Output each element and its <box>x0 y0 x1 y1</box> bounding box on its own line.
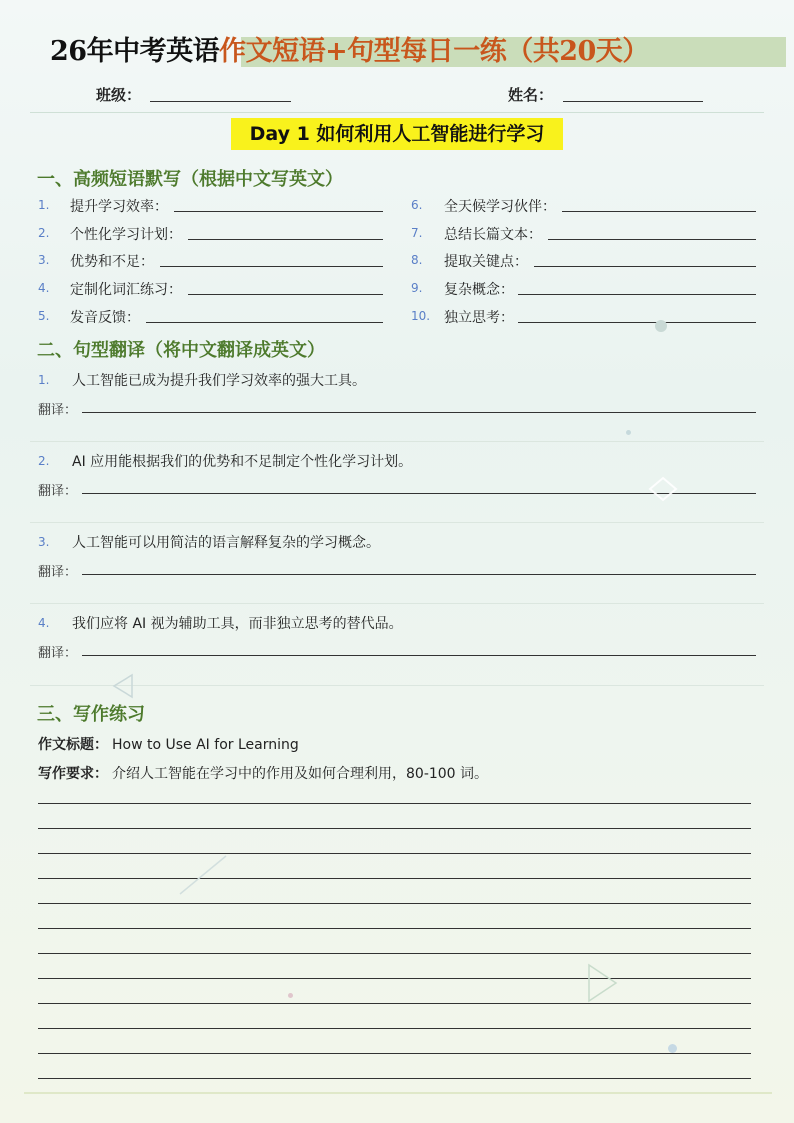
writing-line[interactable] <box>38 853 751 854</box>
phrase-prompt: 发音反馈： <box>70 310 140 326</box>
phrase-prompt: 复杂概念： <box>444 282 514 298</box>
writing-line[interactable] <box>38 828 751 829</box>
section1-heading: 一、高频短语默写（根据中文写英文） <box>37 169 343 190</box>
phrase-answer-line[interactable] <box>518 294 756 295</box>
dot-decoration <box>655 320 667 332</box>
phrase-number: 2. <box>38 226 50 240</box>
title-block <box>46 35 740 69</box>
phrase-prompt: 总结长篇文本： <box>444 227 542 243</box>
phrase-number: 10. <box>411 309 431 323</box>
section2-heading: 二、句型翻译（将中文翻译成英文） <box>37 340 325 361</box>
requirement-label: 写作要求： <box>38 766 108 782</box>
triangle-decoration <box>112 673 136 699</box>
writing-line[interactable] <box>38 1053 751 1054</box>
phrase-answer-line[interactable] <box>548 239 756 240</box>
day-title-box <box>231 118 563 150</box>
translate-label: 翻译： <box>38 565 78 580</box>
phrase-answer-line[interactable] <box>174 211 383 212</box>
row-divider <box>30 522 764 523</box>
phrase-answer-line[interactable] <box>518 322 756 323</box>
phrase-answer-line[interactable] <box>534 266 756 267</box>
slash-decoration <box>178 854 228 896</box>
writing-line[interactable] <box>38 953 751 954</box>
writing-line[interactable] <box>38 1078 751 1079</box>
sentence-number: 1. <box>38 373 50 387</box>
writing-line[interactable] <box>38 928 751 929</box>
phrase-prompt: 定制化词汇练习： <box>70 282 182 298</box>
translation-line[interactable] <box>82 412 756 413</box>
topic-label: 作文标题： <box>38 737 108 753</box>
page-title <box>50 35 649 69</box>
phrase-prompt: 独立思考： <box>444 310 514 326</box>
translate-label: 翻译： <box>38 646 78 661</box>
sentence-prompt: AI 应用能根据我们的优势和不足制定个性化学习计划。 <box>72 454 413 470</box>
phrase-answer-line[interactable] <box>188 294 383 295</box>
writing-line[interactable] <box>38 1028 751 1029</box>
header-divider <box>30 112 764 113</box>
row-divider <box>30 685 764 686</box>
row-divider <box>30 603 764 604</box>
writing-line[interactable] <box>38 1003 751 1004</box>
sentence-number: 3. <box>38 535 50 549</box>
sentence-number: 4. <box>38 616 50 630</box>
writing-line[interactable] <box>38 878 751 879</box>
sentence-prompt: 人工智能已成为提升我们学习效率的强大工具。 <box>72 373 366 389</box>
sentence-prompt: 人工智能可以用简洁的语言解释复杂的学习概念。 <box>72 535 380 551</box>
requirement-row <box>38 763 488 783</box>
phrase-prompt: 提升学习效率： <box>70 199 168 215</box>
title-part-black: 26年中考英语 <box>50 36 220 67</box>
dot-decoration <box>288 993 293 998</box>
dot-decoration <box>668 1044 677 1053</box>
writing-line[interactable] <box>38 903 751 904</box>
phrase-answer-line[interactable] <box>146 322 383 323</box>
class-field[interactable] <box>150 101 291 102</box>
row-divider <box>30 441 764 442</box>
translate-label: 翻译： <box>38 403 78 418</box>
phrase-number: 3. <box>38 253 50 267</box>
phrase-prompt: 全天候学习伙伴： <box>444 199 556 215</box>
phrase-number: 4. <box>38 281 50 295</box>
phrase-prompt: 优势和不足： <box>70 254 154 270</box>
topic-row <box>38 734 299 754</box>
translation-line[interactable] <box>82 655 756 656</box>
name-label: 姓名： <box>508 86 554 104</box>
sentence-prompt: 我们应将 AI 视为辅助工具，而非独立思考的替代品。 <box>72 616 403 632</box>
phrase-prompt: 个性化学习计划： <box>70 227 182 243</box>
writing-line[interactable] <box>38 978 751 979</box>
translation-line[interactable] <box>82 574 756 575</box>
translate-label: 翻译： <box>38 484 78 499</box>
phrase-answer-line[interactable] <box>160 266 383 267</box>
phrase-answer-line[interactable] <box>188 239 383 240</box>
phrase-number: 7. <box>411 226 423 240</box>
phrase-number: 9. <box>411 281 423 295</box>
phrase-number: 6. <box>411 198 423 212</box>
title-part-orange: 作文短语+句型每日一练（共20天） <box>219 36 649 67</box>
section3-heading: 三、写作练习 <box>37 704 145 725</box>
dot-decoration <box>626 430 631 435</box>
writing-line[interactable] <box>38 803 751 804</box>
footer-divider <box>24 1092 772 1094</box>
phrase-number: 5. <box>38 309 50 323</box>
phrase-answer-line[interactable] <box>562 211 756 212</box>
diamond-decoration <box>648 476 678 502</box>
phrase-prompt: 提取关键点： <box>444 254 528 270</box>
requirement-text: 介绍人工智能在学习中的作用及如何合理利用，80-100 词。 <box>112 766 489 782</box>
class-label: 班级： <box>96 86 142 104</box>
triangle-decoration <box>585 962 619 1004</box>
sentence-number: 2. <box>38 454 50 468</box>
name-field[interactable] <box>563 101 703 102</box>
phrase-number: 1. <box>38 198 50 212</box>
topic-text: How to Use AI for Learning <box>112 737 299 753</box>
phrase-number: 8. <box>411 253 423 267</box>
day-title: Day 1 如何利用人工智能进行学习 <box>249 123 545 145</box>
